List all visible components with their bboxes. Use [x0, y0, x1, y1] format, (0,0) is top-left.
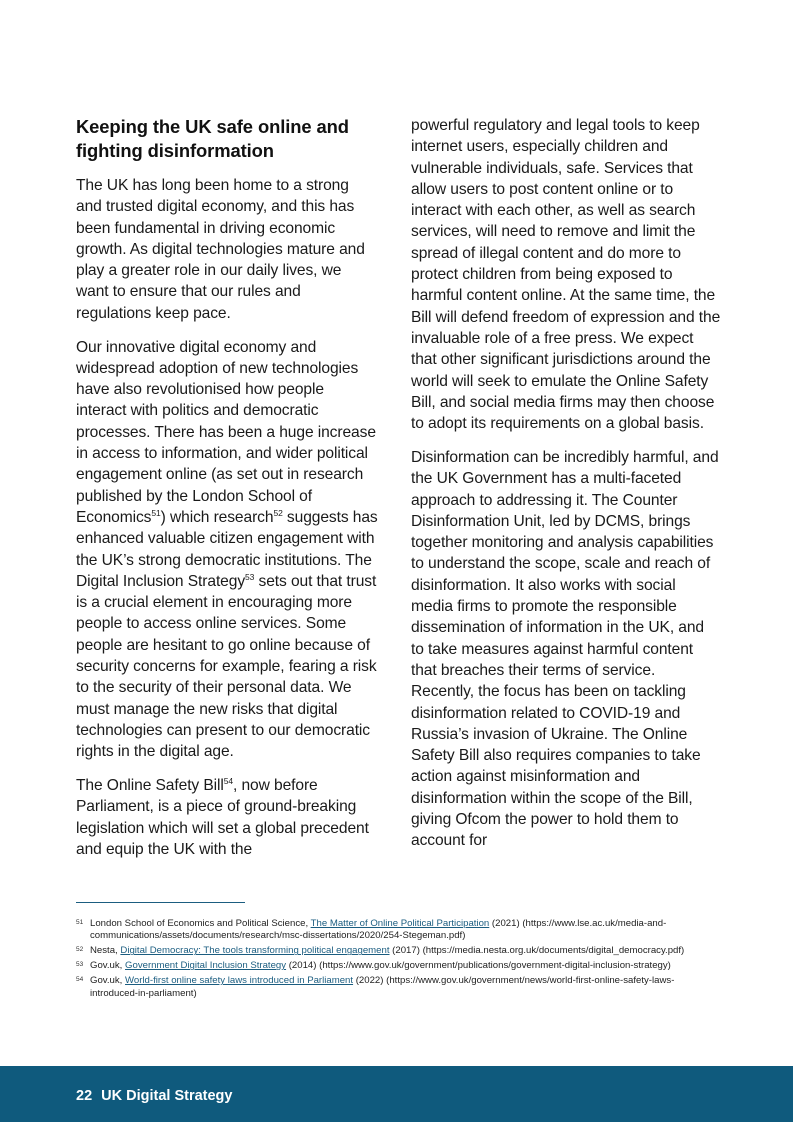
paragraph-text: , now before Parliament, is a piece of ground-breaking legislation which will set a global precedent and equip the UK with the [76, 777, 369, 858]
footnote-link[interactable]: Government Digital Inclusion Strategy [125, 960, 287, 972]
footnote-suffix: (2021) (https://www.lse.ac.uk/media-and-communications/assets/documents/research/msc-dissertations/2020/254-Stegeman.pdf) [90, 918, 667, 942]
paragraph-regulatory-tools: powerful regulatory and legal tools to keep internet users, especially children and vulnerable individuals, safe. Services that allow users to post content online or to interact with each other, as well as search services, will need to remove and limit the spread of illegal content and do more to protect children from being exposed to harmful content online. At the same time, the Bill will defend freedom of expression and the invaluable role of a free press. We expect that other significant jurisdictions around the world will seek to emulate the Online Safety Bill, and social media firms may then choose to adopt its requirements on a global basis. [411, 117, 721, 433]
footnote-prefix: Gov.uk, [90, 975, 126, 987]
footnote-number: 54 [76, 976, 84, 984]
paragraph-digital-economy: The UK has long been home to a strong and trusted digital economy, and this has been fundamental in driving economic growth. As digital technologies mature and play a greater role in our daily lives, we want to ensure that our rules and regulations keep pace. [76, 177, 365, 322]
paragraph-text: The Online Safety Bill [76, 777, 224, 795]
paragraph-online-safety-bill [76, 775, 378, 860]
footnote-54 [76, 975, 716, 1000]
footnotes [76, 918, 716, 1002]
footnote-number: 51 [76, 919, 84, 926]
footnote-ref-51[interactable]: 51 [151, 507, 161, 518]
paragraph-text: suggests has enhanced valuable citizen engagement with the UK’s strong democratic institutions. The Digital Inclusion Strategy [76, 508, 378, 590]
page-number: 22 [76, 1088, 93, 1104]
footnote-divider [76, 902, 245, 903]
section-heading: Keeping the UK safe online and fighting disinformation [76, 116, 349, 161]
paragraph-text: sets out that trust is a crucial element in encouraging more people to access online services. Some people are hesitant to go online because of security concerns for example, fearing a risk to the security of their personal data. We must manage the new risks that digital technologies can present to our democratic rights in the digital age. [76, 572, 377, 761]
footnote-suffix: (2014) (https://www.gov.uk/government/publications/government-digital-inclusion-strategy) [286, 960, 671, 972]
footnote-suffix: (2022) (https://www.gov.uk/government/news/world-first-online-safety-laws-introduced-in-parliament) [90, 975, 675, 999]
paragraph-disinformation: Disinformation can be incredibly harmful, and the UK Government has a multi-faceted approach to addressing it. The Counter Disinformation Unit, led by DCMS, brings together monitoring and analysis capabilities to understand the scope, scale and reach of disinformation. It also works with social media firms to promote the responsible dissemination of information in the UK, and to take measures against harmful content that breaches their terms of service. Recently, the focus has been on tackling disinformation related to COVID-19 and Russia’s invasion of Ukraine. The Online Safety Bill also requires companies to take action against misinformation and disinformation within the scope of the Bill, giving Ofcom the power to hold them to account for [411, 448, 719, 850]
paragraph-text: Our innovative digital economy and widespread adoption of new technologies have also revolutionised how people interact with politics and democratic processes. There has been a huge increase in access to information, and wider political engagement online (as set out in research published by the London School of Economics [76, 338, 376, 526]
paragraph-democracy [76, 337, 378, 763]
footnote-number: 53 [76, 961, 84, 969]
footnote-suffix: (2017) (https://media.nesta.org.uk/documents/digital_democracy.pdf) [389, 945, 685, 957]
footnote-prefix: Gov.uk, [90, 960, 126, 972]
footer [76, 1087, 232, 1105]
footnote-prefix: London School of Economics and Political Science, [90, 918, 311, 929]
footnote-prefix: Nesta, [90, 945, 121, 957]
footnote-link[interactable]: The Matter of Online Political Participation [310, 918, 490, 929]
footnote-52 [76, 945, 716, 957]
footnote-number: 52 [76, 946, 84, 954]
footnote-ref-53[interactable]: 53 [245, 571, 255, 582]
footnote-ref-52[interactable]: 52 [273, 507, 283, 518]
left-column [76, 115, 378, 873]
footnote-link[interactable]: World-first online safety laws introduced in Parliament [125, 975, 354, 987]
footnote-ref-54[interactable]: 54 [223, 775, 234, 786]
right-column [411, 115, 721, 864]
footnote-51 [76, 918, 716, 943]
paragraph-text: ) which research [160, 508, 274, 526]
document-title: UK Digital Strategy [101, 1088, 233, 1104]
footnote-link[interactable]: Digital Democracy: The tools transforming political engagement [120, 945, 390, 957]
footnote-53 [76, 960, 716, 972]
